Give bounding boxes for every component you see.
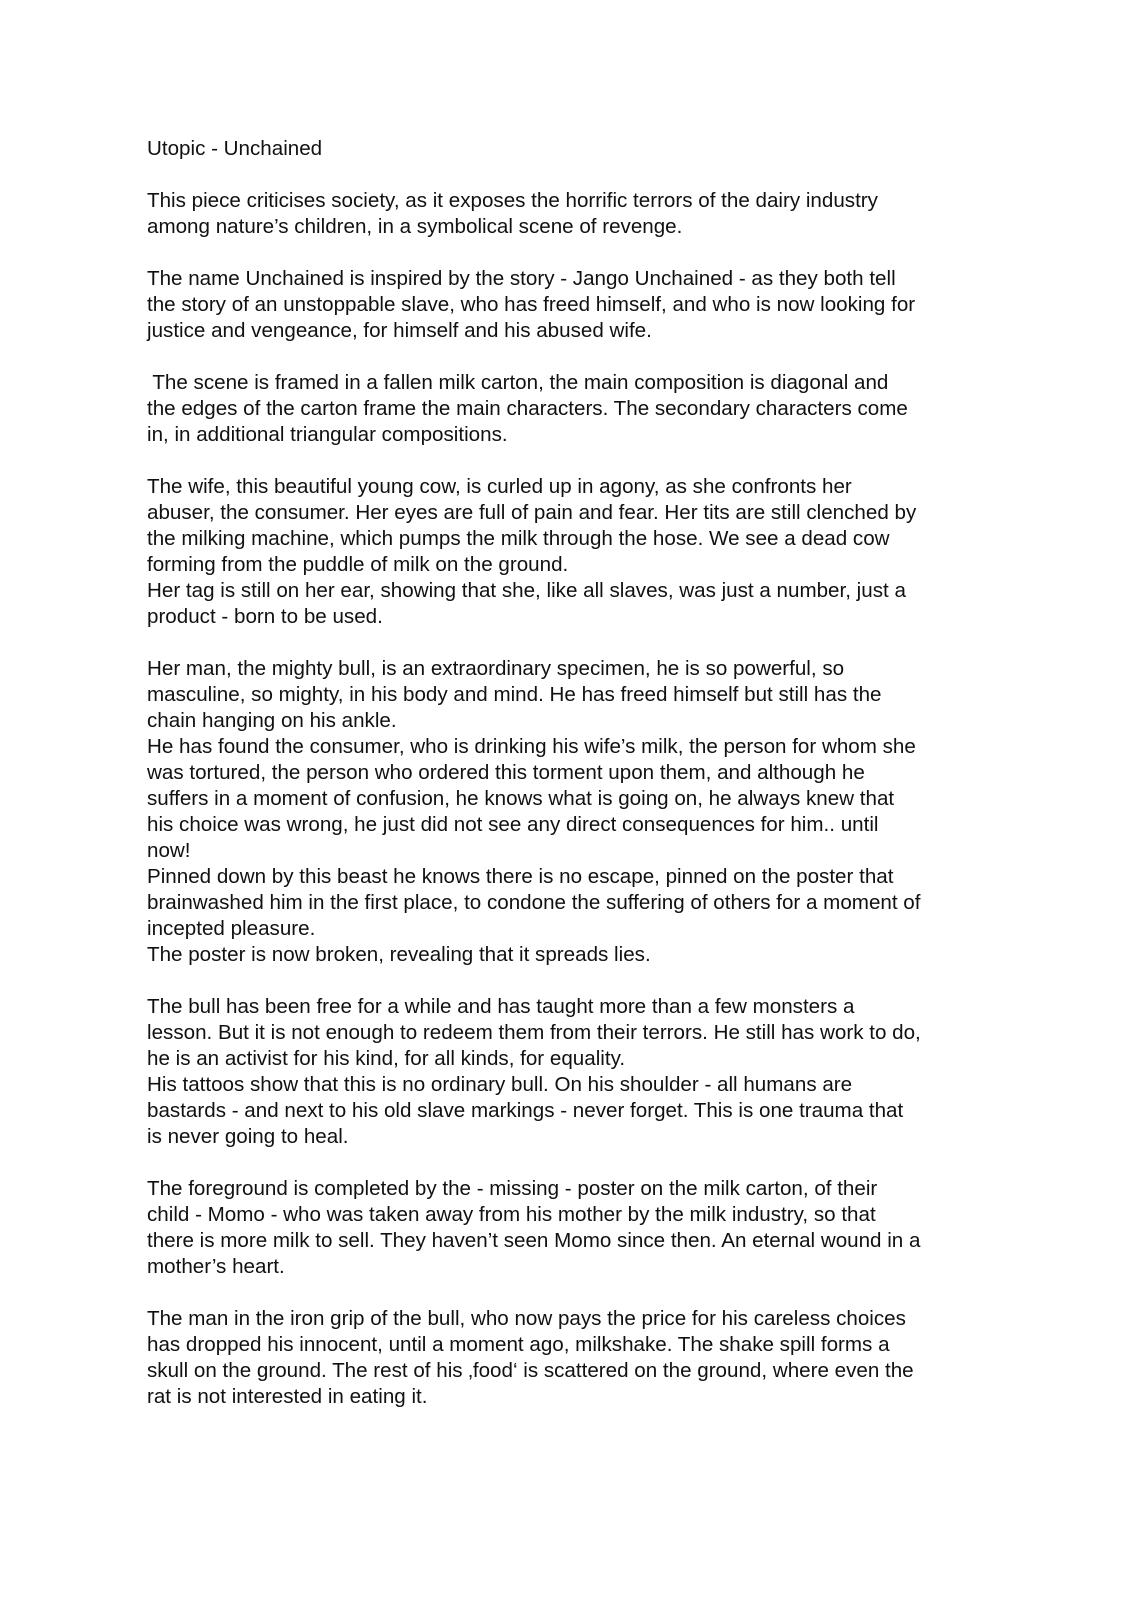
- text-line: his choice was wrong, he just did not see any direct consequences for him.. until: [147, 813, 879, 836]
- text-line: brainwashed him in the first place, to condone the suffering of others for a moment of: [147, 891, 921, 914]
- text-line: product - born to be used.: [147, 605, 383, 628]
- text-line: forming from the puddle of milk on the ground.: [147, 553, 569, 576]
- text-line: rat is not interested in eating it.: [147, 1385, 428, 1408]
- text-line: masculine, so mighty, in his body and mind. He has freed himself but still has the: [147, 683, 882, 706]
- paragraph: [147, 994, 1007, 1150]
- paragraph: [147, 188, 1007, 240]
- text-line: among nature’s children, in a symbolical scene of revenge.: [147, 215, 683, 238]
- paragraph: [147, 474, 1007, 630]
- text-line: child - Momo - who was taken away from his mother by the milk industry, so that: [147, 1203, 876, 1226]
- paragraph: [147, 1176, 1007, 1280]
- text-line: is never going to heal.: [147, 1125, 349, 1148]
- paragraph: [147, 656, 1007, 968]
- text-line: suffers in a moment of confusion, he knows what is going on, he always knew that: [147, 787, 895, 810]
- document-title: Utopic - Unchained: [147, 137, 323, 160]
- paragraph: [147, 266, 1007, 344]
- text-line: mother’s heart.: [147, 1255, 285, 1278]
- text-line: the edges of the carton frame the main characters. The secondary characters come: [147, 397, 908, 420]
- text-line: bastards - and next to his old slave markings - never forget. This is one trauma that: [147, 1099, 904, 1122]
- text-line: The name Unchained is inspired by the story - Jango Unchained - as they both tell: [147, 267, 896, 290]
- text-line: the story of an unstoppable slave, who has freed himself, and who is now looking for: [147, 293, 916, 316]
- text-line: This piece criticises society, as it exposes the horrific terrors of the dairy industry: [147, 189, 878, 212]
- paragraph-list: [147, 188, 1007, 1410]
- text-line: Pinned down by this beast he knows there is no escape, pinned on the poster that: [147, 865, 894, 888]
- text-line: The bull has been free for a while and has taught more than a few monsters a: [147, 995, 855, 1018]
- text-line: Her man, the mighty bull, is an extraordinary specimen, he is so powerful, so: [147, 657, 845, 680]
- text-line: incepted pleasure.: [147, 917, 316, 940]
- paragraph: [147, 370, 1007, 448]
- text-line: Her tag is still on her ear, showing that she, like all slaves, was just a number, just a: [147, 579, 906, 602]
- text-line: lesson. But it is not enough to redeem them from their terrors. He still has work to do,: [147, 1021, 921, 1044]
- text-line: has dropped his innocent, until a moment ago, milkshake. The shake spill forms a: [147, 1333, 890, 1356]
- text-line: the milking machine, which pumps the milk through the hose. We see a dead cow: [147, 527, 890, 550]
- text-line: The poster is now broken, revealing that it spreads lies.: [147, 943, 651, 966]
- text-line: The scene is framed in a fallen milk carton, the main composition is diagonal and: [147, 371, 889, 394]
- text-line: abuser, the consumer. Her eyes are full of pain and fear. Her tits are still clenched by: [147, 501, 917, 524]
- text-line: chain hanging on his ankle.: [147, 709, 397, 732]
- text-line: His tattoos show that this is no ordinary bull. On his shoulder - all humans are: [147, 1073, 853, 1096]
- text-line: he is an activist for his kind, for all kinds, for equality.: [147, 1047, 626, 1070]
- text-line: justice and vengeance, for himself and his abused wife.: [147, 319, 652, 342]
- text-line: He has found the consumer, who is drinking his wife’s milk, the person for whom she: [147, 735, 916, 758]
- text-line: there is more milk to sell. They haven’t seen Momo since then. An eternal wound in a: [147, 1229, 921, 1252]
- text-line: was tortured, the person who ordered this torment upon them, and although he: [147, 761, 865, 784]
- text-line: The foreground is completed by the - missing - poster on the milk carton, of their: [147, 1177, 878, 1200]
- paragraph: [147, 1306, 1007, 1410]
- text-line: now!: [147, 839, 191, 862]
- text-line: in, in additional triangular compositions.: [147, 423, 508, 446]
- document-body: [147, 136, 1007, 1436]
- text-line: skull on the ground. The rest of his ‚food‘ is scattered on the ground, where even the: [147, 1359, 914, 1382]
- text-line: The man in the iron grip of the bull, who now pays the price for his careless choices: [147, 1307, 906, 1330]
- text-line: The wife, this beautiful young cow, is curled up in agony, as she confronts her: [147, 475, 852, 498]
